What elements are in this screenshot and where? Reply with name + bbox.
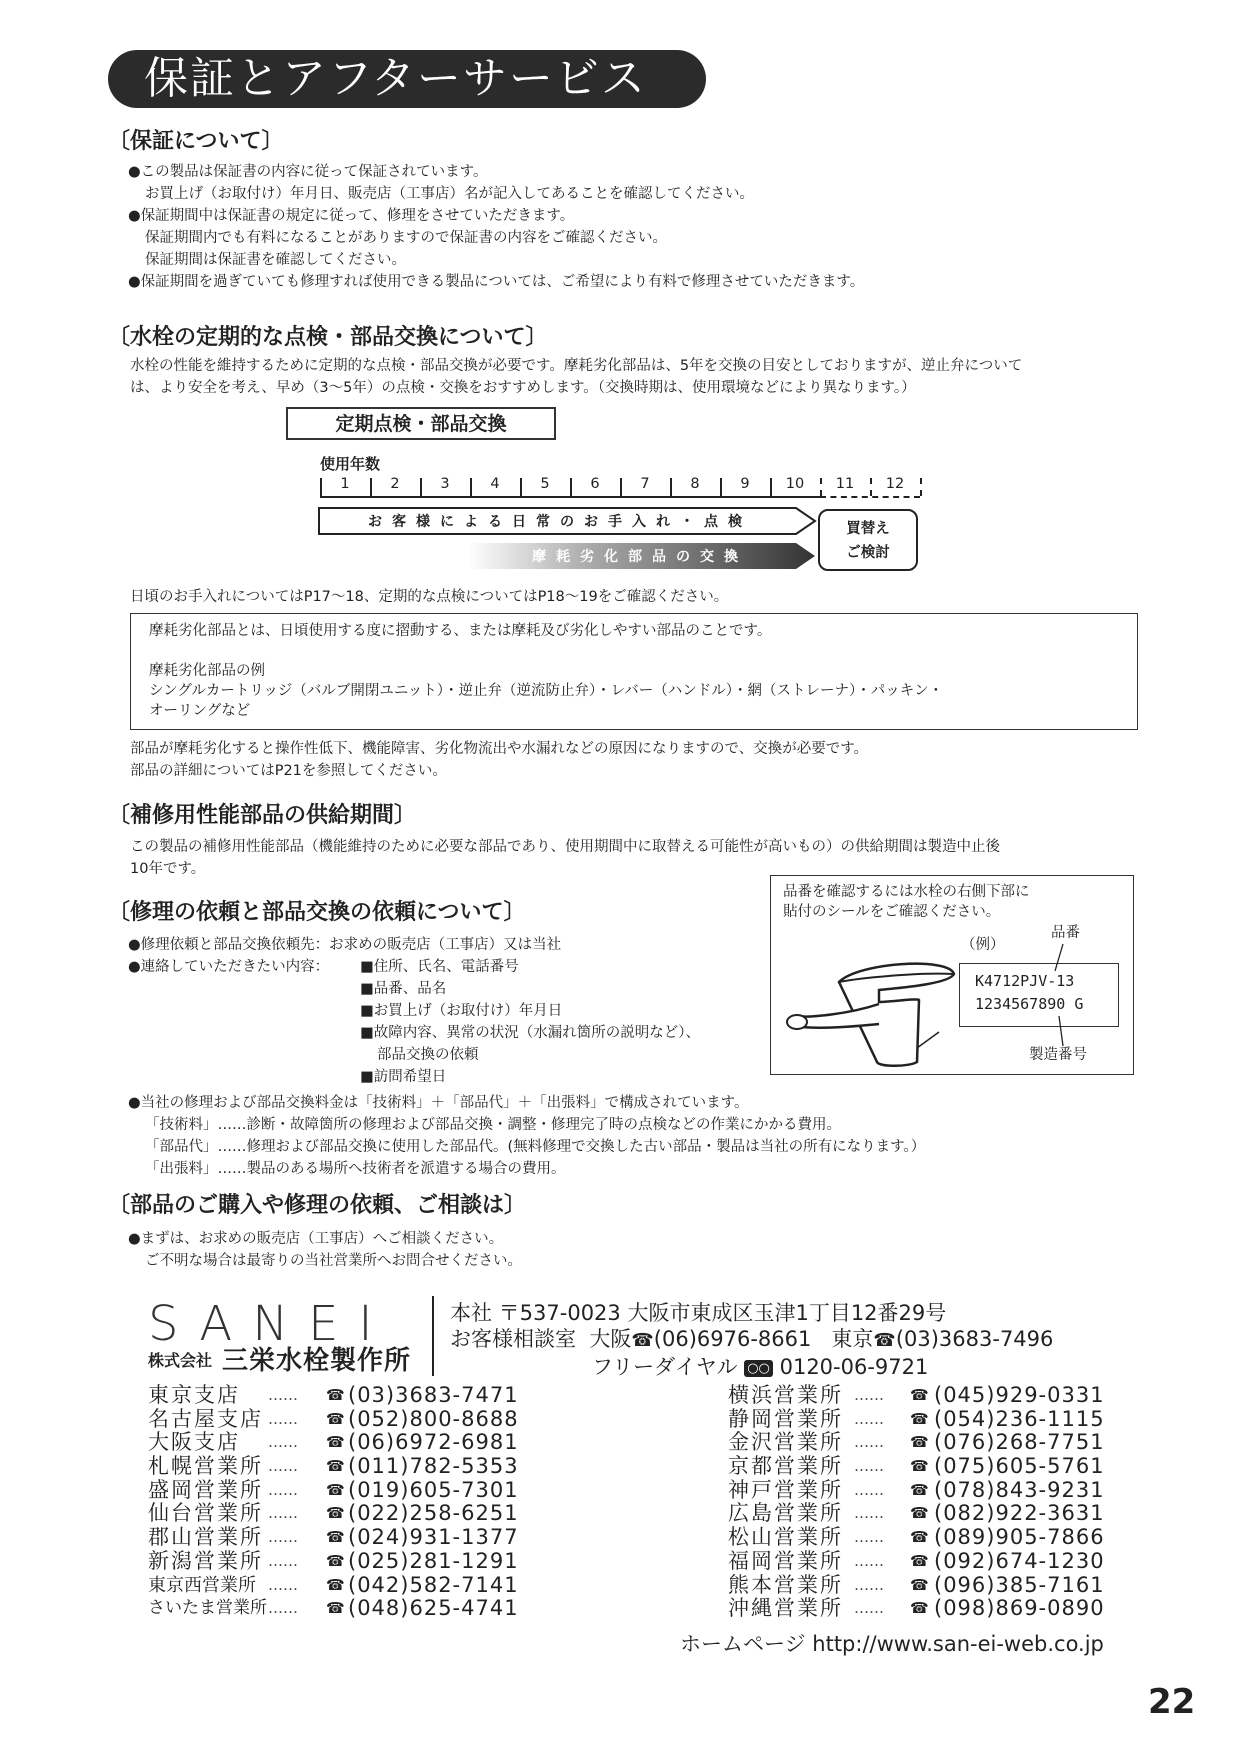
offices-left: 東京支店 …… ☎ (03)3683-7471 名古屋支店 …… ☎ (052)800-8688 大阪支店 …… ☎ (06)6972-6981 札幌営業所 …… ☎ (011)782-5353 盛岡営業所 …… ☎ (019)605-7301 仙台営業所 …… ☎ (022)258-6251 郡山営業所 …… ☎ (024)931-1377 新潟営業所 …… ☎ (025)281-1291 東京西営業所 …… ☎ (042)582-7141 さいたま営業所 …… ☎ (048)625-4741 [148, 1383, 519, 1621]
year-label: 9 [740, 476, 750, 492]
page-title: 保証とアフターサービス [108, 50, 706, 108]
office-name: さいたま営業所 [148, 1598, 267, 1619]
phone-icon: ☎ [326, 1575, 345, 1594]
office-tel: (054)236-1115 [934, 1406, 1105, 1431]
phone-icon: ☎ [910, 1433, 929, 1452]
office-name: 熊本営業所 [728, 1572, 843, 1597]
phone-icon: ☎ [326, 1551, 345, 1570]
page-number: 22 [1148, 1682, 1196, 1722]
office-tel: (078)843-9231 [934, 1477, 1105, 1502]
office-tel: (045)929-0331 [934, 1383, 1105, 1407]
sanei-logo: SANEI [148, 1296, 393, 1352]
product-sticker: K4712PJV-13 1234567890 G [959, 963, 1119, 1027]
office-tel: (089)905-7866 [934, 1525, 1105, 1550]
year-label: 5 [540, 476, 550, 492]
warranty-heading: 〔保証について〕 [108, 129, 284, 154]
office-tel: (011)782-5353 [348, 1454, 519, 1479]
phone-icon: ☎ [326, 1480, 345, 1499]
office-tel: (06)6972-6981 [348, 1430, 519, 1455]
office-name: 郡山営業所 [148, 1525, 263, 1550]
free-dial-row: フリーダイヤル ○○ 0120-06-9721 [592, 1355, 929, 1379]
phone-icon: ☎ [910, 1575, 929, 1594]
schedule-box-label: 定期点検・部品交換 [286, 407, 556, 440]
office-tel: (052)800-8688 [348, 1406, 519, 1431]
office-tel: (048)625-4741 [348, 1596, 519, 1621]
office-name: 静岡営業所 [728, 1406, 843, 1431]
office-tel: (082)922-3631 [934, 1501, 1105, 1526]
divider [432, 1296, 434, 1376]
phone-icon: ☎ [910, 1409, 929, 1428]
serial-label: 製造番号 [1029, 1047, 1087, 1063]
year-label: 1 [340, 476, 350, 492]
phone-icon: ☎ [910, 1551, 929, 1570]
supply-heading: 〔補修用性能部品の供給期間〕 [108, 803, 417, 828]
phone-icon: ☎ [326, 1528, 345, 1547]
replace-box: 買替え ご検討 [818, 509, 918, 571]
year-label: 8 [690, 476, 700, 492]
office-name: 東京西営業所 [148, 1574, 256, 1596]
phone-icon: ☎ [910, 1504, 929, 1523]
phone-icon: ☎ [910, 1528, 929, 1547]
parts-bar-label: 摩耗劣化部品の交換 [532, 549, 748, 565]
year-scale [320, 476, 920, 500]
years-label: 使用年数 [320, 455, 381, 473]
year-label: 12 [885, 476, 905, 492]
homepage-link[interactable]: http://www.san-ei-web.co.jp [812, 1632, 1104, 1656]
phone-icon: ☎ [326, 1599, 345, 1618]
phone-icon: ☎ [326, 1457, 345, 1476]
phone-icon: ☎ [910, 1599, 929, 1618]
phone-icon: ☎ [910, 1480, 929, 1499]
office-tel: (022)258-6251 [348, 1501, 519, 1526]
wear-parts-box: 摩耗劣化部品とは、日頃使用する度に摺動する、または摩耗及び劣化しやすい部品のことです。 摩耗劣化部品の例 シングルカートリッジ（バルブ開閉ユニット）・逆止弁（逆流防止弁）・レバー（ハンドル）・網（ストレーナ）・パッキン・ オーリングなど [130, 613, 1138, 730]
year-label: 6 [590, 476, 600, 492]
phone-icon: ☎ [326, 1433, 345, 1452]
office-tel: (024)931-1377 [348, 1525, 519, 1550]
phone-icon: ☎ [631, 1330, 654, 1351]
inspection-text: 水栓の性能を維持するために定期的な点検・部品交換が必要です。摩耗劣化部品は、5年を交換の目安としておりますが、逆止弁について は、より安全を考え、早め（3～5年）の点検・交換をおすすめします。（交換時期は、使用環境などにより異なります。） [130, 358, 1023, 396]
office-tel: (03)3683-7471 [348, 1383, 519, 1407]
example-label: （例） [961, 937, 1005, 953]
consult-row: お客様相談室 大阪☎(06)6976-8661 東京☎(03)3683-7496 [450, 1327, 1054, 1351]
year-label: 11 [835, 476, 855, 492]
phone-icon: ☎ [326, 1504, 345, 1523]
year-label: 2 [390, 476, 400, 492]
inspection-note: 日頃のお手入れについてはP17～18、定期的な点検についてはP18～19をご確認ください。 [130, 589, 729, 605]
office-name: 松山営業所 [728, 1525, 843, 1550]
office-name: 金沢営業所 [728, 1430, 843, 1455]
repair-contact: ●修理依頼と部品交換依頼先：お求めの販売店（工事店）又は当社 ●連絡していただきたい内容： [128, 937, 562, 975]
office-name: 仙台営業所 [148, 1501, 263, 1526]
office-tel: (096)385-7161 [934, 1572, 1105, 1597]
inspection-after: 部品が摩耗劣化すると操作性低下、機能障害、劣化物流出や水漏れなどの原因になりますので、交換が必要です。 部品の詳細についてはP21を参照してください。 [130, 741, 869, 779]
office-name: 新潟営業所 [148, 1548, 263, 1573]
phone-icon: ☎ [910, 1386, 929, 1404]
office-name: 神戸営業所 [728, 1477, 843, 1502]
supply-text: この製品の補修用性能部品（機能維持のために必要な部品であり、使用期間中に取替える可能性が高いもの）の供給期間は製造中止後 10年です。 [130, 839, 1000, 877]
product-label-box: 品番を確認するには水栓の右側下部に 貼付のシールをご確認ください。 （例） 品番 K4712PJV-13 1234567890 G 製造番号 [770, 875, 1134, 1075]
office-name: 沖縄営業所 [728, 1596, 843, 1621]
year-label: 4 [490, 476, 500, 492]
office-name: 京都営業所 [728, 1454, 843, 1479]
year-label: 3 [440, 476, 450, 492]
office-tel: (025)281-1291 [348, 1548, 519, 1573]
office-name: 札幌営業所 [148, 1454, 263, 1479]
repair-info-items: ■住所、氏名、電話番号 ■品番、品名 ■お買上げ（お取付け）年月日 ■故障内容、異常の状況（水漏れ箇所の説明など）、 部品交換の依頼 ■訪問希望日 [360, 959, 700, 1085]
office-name: 盛岡営業所 [148, 1477, 263, 1502]
office-tel: (076)268-7751 [934, 1430, 1105, 1455]
offices-right: 横浜営業所 …… ☎ (045)929-0331 静岡営業所 …… ☎ (054)236-1115 金沢営業所 …… ☎ (076)268-7751 京都営業所 …… ☎ (075)605-5761 神戸営業所 …… ☎ (078)843-9231 広島営業所 …… ☎ (082)922-3631 松山営業所 …… ☎ (089)905-7866 福岡営業所 …… ☎ (092)674-1230 熊本営業所 …… ☎ (096)385-7161 沖縄営業所 …… ☎ (098)869-0890 [728, 1383, 1105, 1621]
office-name: 横浜営業所 [728, 1383, 843, 1407]
company-hq: 本社 〒537-0023 大阪市東成区玉津1丁目12番29号 [450, 1301, 947, 1325]
office-name: 東京支店 [148, 1383, 240, 1407]
company-kabushiki: 株式会社 [148, 1351, 213, 1370]
purchase-heading: 〔部品のご購入や修理の依頼、ご相談は〕 [108, 1193, 527, 1218]
office-tel: (098)869-0890 [934, 1596, 1105, 1621]
phone-icon: ☎ [326, 1409, 345, 1428]
homepage-row: ホームページ http://www.san-ei-web.co.jp [680, 1632, 1104, 1656]
office-tel: (075)605-5761 [934, 1454, 1105, 1479]
repair-heading: 〔修理の依頼と部品交換の依頼について〕 [108, 900, 526, 925]
part-no-label: 品番 [1051, 925, 1080, 941]
inspection-heading: 〔水栓の定期的な点検・部品交換について〕 [108, 325, 548, 350]
office-name: 広島営業所 [728, 1501, 843, 1526]
office-name: 大阪支店 [148, 1430, 240, 1455]
year-label: 7 [640, 476, 650, 492]
repair-fees: ●当社の修理および部品交換料金は「技術料」＋「部品代」＋「出張料」で構成されています。 「技術料」……診断・故障箇所の修理および部品交換・調整・修理完了時の点検などの作業にかかる費用。 「部品代」……修理および部品交換に使用した部品代。(無料修理で交換した古い部品・製品は当社の所有になります。） 「出張料」……製品のある場所へ技術者を派遣する場合の費用。 [128, 1095, 926, 1177]
warranty-text: ●この製品は保証書の内容に従って保証されています。 お買上げ（お取付け）年月日、販売店（工事店）名が記入してあることを確認してください。 ●保証期間中は保証書の規定に従って、修理をさせていただきます。 保証期間内でも有料になることがありますので保証書の内容をご確認ください。 保証期間は保証書を確認してください。 ●保証期間を過ぎていても修理すれば使用できる製品については、ご希望により有料で修理させていただきます。 [128, 164, 865, 290]
phone-icon: ☎ [326, 1386, 345, 1404]
care-bar-label: お客様による日常のお手入れ・点検 [368, 514, 752, 530]
year-label: 10 [785, 476, 805, 492]
office-tel: (092)674-1230 [934, 1548, 1105, 1573]
office-name: 福岡営業所 [728, 1548, 843, 1573]
office-tel: (019)605-7301 [348, 1477, 519, 1502]
free-dial-icon: ○○ [744, 1360, 773, 1377]
phone-icon: ☎ [873, 1330, 896, 1351]
phone-icon: ☎ [910, 1457, 929, 1476]
company-name: 三栄水栓製作所 [222, 1346, 412, 1376]
office-name: 名古屋支店 [148, 1406, 263, 1431]
purchase-text: ●まずは、お求めの販売店（工事店）へご相談ください。 ご不明な場合は最寄りの当社営業所へお問合せください。 [128, 1231, 522, 1269]
office-tel: (042)582-7141 [348, 1572, 519, 1597]
